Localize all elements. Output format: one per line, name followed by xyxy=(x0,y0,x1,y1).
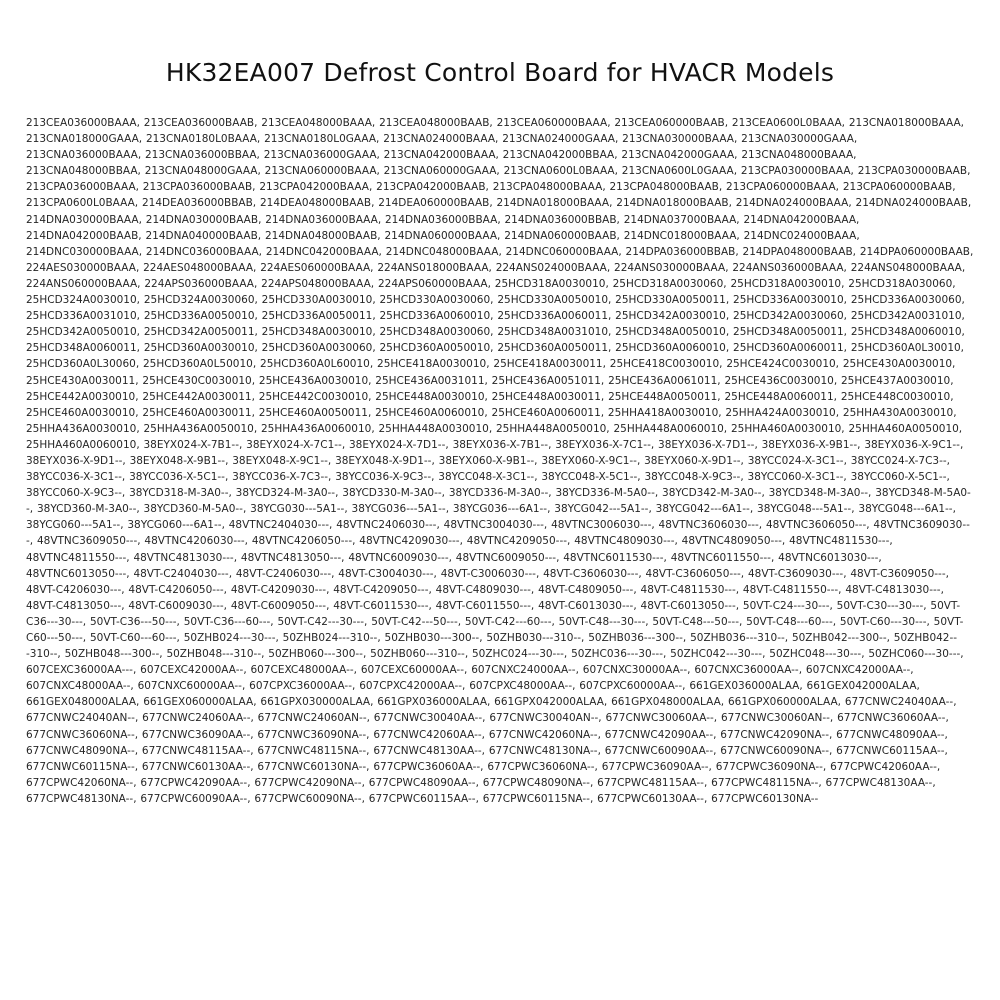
compatible-models-list: 213CEA036000BAAA, 213CEA036000BAAB, 213CEA048000BAAA, 213CEA048000BAAB, 213CEA060000BAAA, 213CEA060000BAAB, 213CEA0600L0BAAA, 213CNA018000BAAA, 213CNA018000GAAA, 213CNA0180L0BAAA, 213CNA0180L0GAAA, 213CNA024000BAAA, 213CNA024000GAAA, 213CNA030000BAAA, 213CNA030000GAAA, 213CNA036000BAAA, 213CNA036000BBAA, 213CNA036000GAAA, 213CNA042000BAAA, 213CNA042000BBAA, 213CNA042000GAAA, 213CNA048000BAAA, 213CNA048000BBAA, 213CNA048000GAAA, 213CNA060000BAAA, 213CNA060000GAAA, 213CNA0600L0BAAA, 213CNA0600L0GAAA, 213CPA030000BAAA, 213CPA030000BAAB, 213CPA036000BAAA, 213CPA036000BAAB, 213CPA042000BAAA, 213CPA042000BAAB, 213CPA048000BAAA, 213CPA048000BAAB, 213CPA060000BAAA, 213CPA060000BAAB, 213CPA0600L0BAAA, 214DEA036000BBAB, 214DEA048000BAAB, 214DEA060000BAAB, 214DNA018000BAAA, 214DNA018000BAAB, 214DNA024000BAAA, 214DNA024000BAAB, 214DNA030000BAAA, 214DNA030000BAAB, 214DNA036000BAAA, 214DNA036000BBAA, 214DNA036000BBAB, 214DNA037000BAAA, 214DNA042000BAAA, 214DNA042000BAAB, 214DNA040000BAAB, 214DNA048000BAAB, 214DNA060000BAAA, 214DNA060000BAAB, 214DNC018000BAAA, 214DNC024000BAAA, 214DNC030000BAAA, 214DNC036000BAAA, 214DNC042000BAAA, 214DNC048000BAAA, 214DNC060000BAAA, 214DPA036000BBAB, 214DPA048000BAAB, 214DPA060000BAAB, 224AES030000BAAA, 224AES048000BAAA, 224AES060000BAAA, 224ANS018000BAAA, 224ANS024000BAAA, 224ANS030000BAAA, 224ANS036000BAAA, 224ANS048000BAAA, 224ANS060000BAAA, 224APS036000BAAA, 224APS048000BAAA, 224APS060000BAAA, 25HCD318A0030010, 25HCD318A0030060, 25HCD318A0030010, 25HCD318A030060, 25HCD324A0030010, 25HCD324A0030060, 25HCD330A0030010, 25HCD330A0030060, 25HCD330A0050010, 25HCD330A0050011, 25HCD336A0030010, 25HCD336A0030060, 25HCD336A0031010, 25HCD336A0050010, 25HCD336A0050011, 25HCD336A0060010, 25HCD336A0060011, 25HCD342A0030010, 25HCD342A0030060, 25HCD342A0031010, 25HCD342A0050010, 25HCD342A0050011, 25HCD348A0030010, 25HCD348A0030060, 25HCD348A0031010, 25HCD348A0050010, 25HCD348A0050011, 25HCD348A0060010, 25HCD348A0060011, 25HCD360A0030010, 25HCD360A0030060, 25HCD360A0050010, 25HCD360A0050011, 25HCD360A0060010, 25HCD360A0060011, 25HCD360A0L30010, 25HCD360A0L30060, 25HCD360A0L50010, 25HCD360A0L60010, 25HCE418A0030010, 25HCE418A0030011, 25HCE418C0030010, 25HCE424C0030010, 25HCE430A0030010, 25HCE430A0030011, 25HCE430C0030010, 25HCE436A0030010, 25HCE436A0031011, 25HCE436A0051011, 25HCE436A0061011, 25HCE436C0030010, 25HCE437A0030010, 25HCE442A0030010, 25HCE442A0030011, 25HCE442C0030010, 25HCE448A0030010, 25HCE448A0030011, 25HCE448A0050011, 25HCE448A0060011, 25HCE448C0030010, 25HCE460A0030010, 25HCE460A0030011, 25HCE460A0050011, 25HCE460A0060010, 25HCE460A0060011, 25HHA418A0030010, 25HHA424A0030010, 25HHA430A0030010, 25HHA436A0030010, 25HHA436A0050010, 25HHA436A0060010, 25HHA448A0030010, 25HHA448A0050010, 25HHA448A0060010, 25HHA460A0030010, 25HHA460A0050010, 25HHA460A0060010, 38EYX024-X-7B1--, 38EYX024-X-7C1--, 38EYX024-X-7D1--, 38EYX036-X-7B1--, 38EYX036-X-7C1--, 38EYX036-X-7D1--, 38EYX036-X-9B1--, 38EYX036-X-9C1--, 38EYX036-X-9D1--, 38EYX048-X-9B1--, 38EYX048-X-9C1--, 38EYX048-X-9D1--, 38EYX060-X-9B1--, 38EYX060-X-9C1--, 38EYX060-X-9D1--, 38YCC024-X-3C1--, 38YCC024-X-7C3--, 38YCC036-X-3C1--, 38YCC036-X-5C1--, 38YCC036-X-7C3--, 38YCC036-X-9C3--, 38YCC048-X-3C1--, 38YCC048-X-5C1--, 38YCC048-X-9C3--, 38YCC060-X-3C1--, 38YCC060-X-5C1--, 38YCC060-X-9C3--, 38YCD318-M-3A0--, 38YCD324-M-3A0--, 38YCD330-M-3A0--, 38YCD336-M-3A0--, 38YCD336-M-5A0--, 38YCD342-M-3A0--, 38YCD348-M-3A0--, 38YCD348-M-5A0--, 38YCD360-M-3A0--, 38YCD360-M-5A0--, 38YCG030---5A1--, 38YCG036---5A1--, 38YCG036---6A1--, 38YCG042---5A1--, 38YCG042---6A1--, 38YCG048---5A1--, 38YCG048---6A1--, 38YCG060---5A1--, 38YCG060---6A1--, 48VTNC2404030---, 48VTNC2406030---, 48VTNC3004030---, 48VTNC3006030---, 48VTNC3606030---, 48VTNC3606050---, 48VTNC3609030---, 48VTNC3609050---, 48VTNC4206030---, 48VTNC4206050---, 48VTNC4209030---, 48VTNC4209050---, 48VTNC4809030---, 48VTNC4809050---, 48VTNC4811530---, 48VTNC4811550---, 48VTNC4813030---, 48VTNC4813050---, 48VTNC6009030---, 48VTNC6009050---, 48VTNC6011530---, 48VTNC6011550---, 48VTNC6013030---, 48VTNC6013050---, 48VT-C2404030---, 48VT-C2406030---, 48VT-C3004030---, 48VT-C3006030---, 48VT-C3606030---, 48VT-C3606050---, 48VT-C3609030---, 48VT-C3609050---, 48VT-C4206030---, 48VT-C4206050---, 48VT-C4209030---, 48VT-C4209050---, 48VT-C4809030---, 48VT-C4809050---, 48VT-C4811530---, 48VT-C4811550---, 48VT-C4813030---, 48VT-C4813050---, 48VT-C6009030---, 48VT-C6009050---, 48VT-C6011530---, 48VT-C6011550---, 48VT-C6013030---, 48VT-C6013050---, 50VT-C24---30---, 50VT-C30---30---, 50VT-C36---30---, 50VT-C36---50---, 50VT-C36---60---, 50VT-C42---30---, 50VT-C42---50---, 50VT-C42---60---, 50VT-C48---30---, 50VT-C48---50---, 50VT-C48---60---, 50VT-C60---30---, 50VT-C60---50---, 50VT-C60---60---, 50ZHB024---30---, 50ZHB024---310--, 50ZHB030---300--, 50ZHB030---310--, 50ZHB036---300--, 50ZHB036---310--, 50ZHB042---300--, 50ZHB042---310--, 50ZHB048---300--, 50ZHB048---310--, 50ZHB060---300--, 50ZHB060---310--, 50ZHC024---30---, 50ZHC036---30---, 50ZHC042---30---, 50ZHC048---30---, 50ZHC060---30---, 607CEXC36000AA---, 607CEXC42000AA--, 607CEXC48000AA--, 607CEXC60000AA--, 607CNXC24000AA--, 607CNXC30000AA--, 607CNXC36000AA--, 607CNXC42000AA--, 607CNXC48000AA--, 607CNXC60000AA--, 607CPXC36000AA--, 607CPXC42000AA--, 607CPXC48000AA--, 607CPXC60000AA--, 661GEX036000ALAA, 661GEX042000ALAA, 661GEX048000ALAA, 661GEX060000ALAA, 661GPX030000ALAA, 661GPX036000ALAA, 661GPX042000ALAA, 661GPX048000ALAA, 661GPX060000ALAA, 677CNWC24040AA--, 677CNWC24040AN--, 677CNWC24060AA--, 677CNWC24060AN--, 677CNWC30040AA--, 677CNWC30040AN--, 677CNWC30060AA--, 677CNWC30060AN--, 677CNWC36060AA--, 677CNWC36060NA--, 677CNWC36090AA--, 677CNWC36090NA--, 677CNWC42060AA--, 677CNWC42060NA--, 677CNWC42090AA--, 677CNWC42090NA--, 677CNWC48090AA--, 677CNWC48090NA--, 677CNWC48115AA--, 677CNWC48115NA--, 677CNWC48130AA--, 677CNWC48130NA--, 677CNWC60090AA--, 677CNWC60090NA--, 677CNWC60115AA--, 677CNWC60115NA--, 677CNWC60130AA--, 677CNWC60130NA--, 677CPWC36060AA--, 677CPWC36060NA--, 677CPWC36090AA--, 677CPWC36090NA--, 677CPWC42060AA--, 677CPWC42060NA--, 677CPWC42090AA--, 677CPWC42090NA--, 677CPWC48090AA--, 677CPWC48090NA--, 677CPWC48115AA--, 677CPWC48115NA--, 677CPWC48130AA--, 677CPWC48130NA--, 677CPWC60090AA--, 677CPWC60090NA--, 677CPWC60115AA--, 677CPWC60115NA--, 677CPWC60130AA--, 677CPWC60130NA-- xyxy=(26,117,974,805)
page-title: HK32EA007 Defrost Control Board for HVACR Models xyxy=(165,58,835,87)
